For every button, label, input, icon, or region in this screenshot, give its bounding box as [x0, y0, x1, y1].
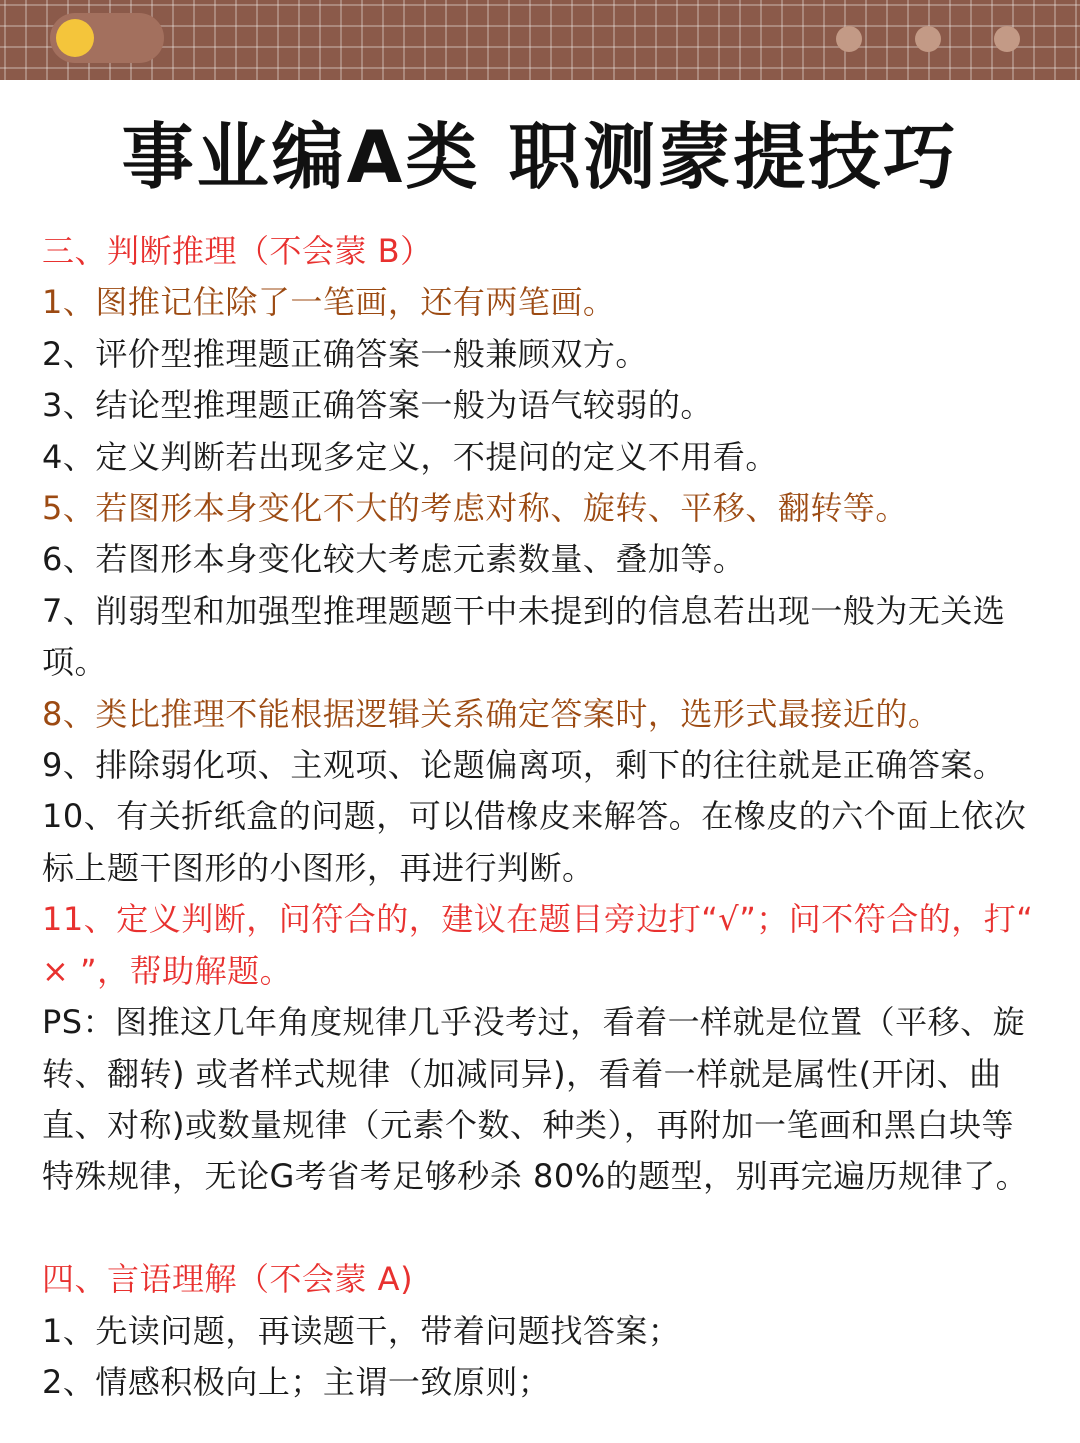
- tip-item: 1、图推记住除了一笔画，还有两笔画。: [42, 283, 616, 322]
- tip-item: 11、定义判断，问符合的，建议在题目旁边打“√”；问不符合的，打“ × ”，帮助解题。: [42, 900, 1034, 990]
- section-heading-verbal: 四、言语理解（不会蒙 A): [42, 1260, 414, 1299]
- tip-item: 2、评价型推理题正确答案一般兼顾双方。: [42, 334, 648, 373]
- tip-item: 6、若图形本身变化较大考虑元素数量、叠加等。: [42, 540, 746, 579]
- article-body: [42, 226, 1042, 1408]
- ps-note: PS：图推这几年角度规律几乎没考过，看着一样就是位置（平移、旋转、翻转) 或者样式规律（加减同异)，看着一样就是属性(开闭、曲直、对称)或数量规律（元素个数、种类），再附加一笔画和黑白块等特殊规律，无论G考省考足够秒杀 80%的题型，别再完遍历规律了。: [42, 1003, 1029, 1196]
- dot-icon: [836, 26, 862, 52]
- tip-item: 3、结论型推理题正确答案一般为语气较弱的。: [42, 386, 713, 425]
- toggle-knob-icon: [56, 19, 94, 57]
- tip-item: 5、若图形本身变化不大的考虑对称、旋转、平移、翻转等。: [42, 489, 908, 528]
- tip-item: 4、定义判断若出现多定义，不提问的定义不用看。: [42, 437, 778, 476]
- header-banner: [0, 0, 1080, 80]
- spacer: [42, 1203, 1042, 1254]
- tip-item: 9、排除弱化项、主观项、论题偏离项，剩下的往往就是正确答案。: [42, 746, 1006, 785]
- tip-item: 10、有关折纸盒的问题，可以借橡皮来解答。在橡皮的六个面上依次标上题干图形的小图形，再进行判断。: [42, 797, 1027, 887]
- tip-item: 8、类比推理不能根据逻辑关系确定答案时，选形式最接近的。: [42, 694, 941, 733]
- toggle-decoration: [50, 13, 164, 63]
- dot-icon: [915, 26, 941, 52]
- tip-item: 7、削弱型和加强型推理题题干中未提到的信息若出现一般为无关选项。: [42, 591, 1006, 682]
- section-heading-reasoning: 三、判断推理（不会蒙 B）: [42, 232, 433, 270]
- tip-item: 2、情感积极向上；主谓一致原则；: [42, 1362, 551, 1401]
- tip-item: 1、先读问题，再读题干，带着问题找答案；: [42, 1311, 681, 1350]
- page-title: 事业编A类 职测蒙提技巧: [121, 115, 959, 199]
- dot-icon: [994, 26, 1020, 52]
